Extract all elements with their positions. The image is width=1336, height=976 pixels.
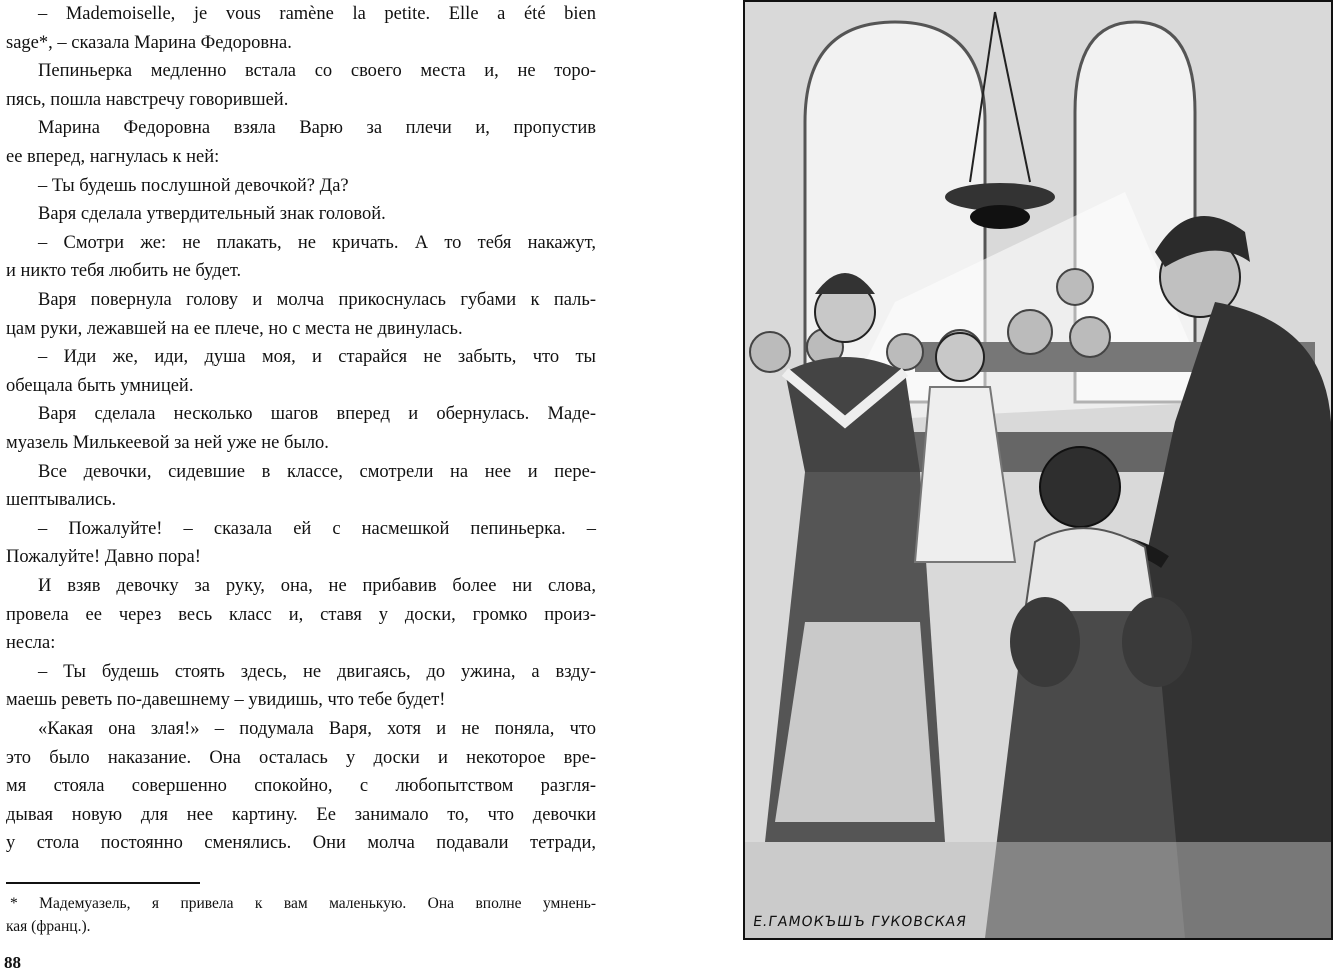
text-line: Варя повернула голову и молча прикоснулась губами к паль- xyxy=(38,290,596,310)
text-line: – Смотри же: не плакать, не кричать. А то тебя накажут, xyxy=(38,232,596,253)
text-line: «Какая она злая!» – подумала Варя, хотя и не поняла, что xyxy=(38,719,596,739)
text-line: шептывались. xyxy=(6,490,117,511)
text-line: – Mademoiselle, je vous ramène la petite. Elle a été bien xyxy=(38,4,596,24)
text-line: – Ты будешь послушной девочкой? Да? xyxy=(38,175,349,196)
text-line: Пожалуйте! Давно пора! xyxy=(6,547,201,568)
text-line: Варя сделала утвердительный знак головой. xyxy=(38,204,386,225)
text-line: – Пожалуйте! – сказала ей с насмешкой пепиньерка. – xyxy=(38,518,596,539)
text-line: Пепиньерка медленно встала со своего места и, не торо- xyxy=(38,61,596,82)
text-line: – Иди же, иди, душа моя, и старайся не забыть, что ты xyxy=(38,347,596,368)
footnote-rule xyxy=(6,882,200,884)
artist-signature: Е.ГАМОКЪШЪ ГУКОВСКАЯ xyxy=(751,914,968,930)
text-line: обещала быть умницей. xyxy=(6,375,194,396)
text-line: Марина Федоровна взяла Варю за плечи и, пропустив xyxy=(38,118,596,139)
text-line: у стола постоянно сменялись. Они молча подавали тетради, xyxy=(6,833,596,854)
footnote-line: кая (франц.). xyxy=(6,918,91,935)
text-line: провела ее через весь класс и, ставя у доски, громко произ- xyxy=(6,604,596,625)
classroom-illustration xyxy=(745,2,1331,938)
text-line: пясь, пошла навстречу говорившей. xyxy=(6,89,289,110)
page-number: 88 xyxy=(4,953,21,972)
text-line: Варя сделала несколько шагов вперед и обернулась. Маде- xyxy=(38,404,596,425)
text-line: это было наказание. Она осталась у доски и некоторое вре- xyxy=(6,747,596,768)
text-line: Все девочки, сидевшие в классе, смотрели на нее и пере- xyxy=(38,461,596,482)
text-line: – Ты будешь стоять здесь, не двигаясь, до ужина, а взду- xyxy=(38,661,596,682)
text-line: муазель Милькеевой за ней уже не было. xyxy=(6,433,329,453)
text-line: маешь реветь по-давешнему – увидишь, что тебе будет! xyxy=(6,690,446,711)
footnote-line: * Мадемуазель, я привела к вам маленькую. Она вполне умнень- xyxy=(10,895,596,912)
illustration xyxy=(743,0,1333,940)
text-line: И взяв девочку за руку, она, не прибавив более ни слова, xyxy=(38,576,596,596)
text-line: цам руки, лежавшей на ее плече, но с места не двинулась. xyxy=(6,318,463,339)
text-line: и никто тебя любить не будет. xyxy=(6,261,242,282)
text-line: дывая новую для нее картину. Ее занимало то, что девочки xyxy=(6,804,596,825)
text-line: sage*, – сказала Марина Федоровна. xyxy=(6,32,292,53)
text-line: несла: xyxy=(6,633,56,654)
text-line: ее вперед, нагнулась к ней: xyxy=(6,147,220,167)
text-line: мя стояла совершенно спокойно, с любопытством разгля- xyxy=(6,776,596,797)
